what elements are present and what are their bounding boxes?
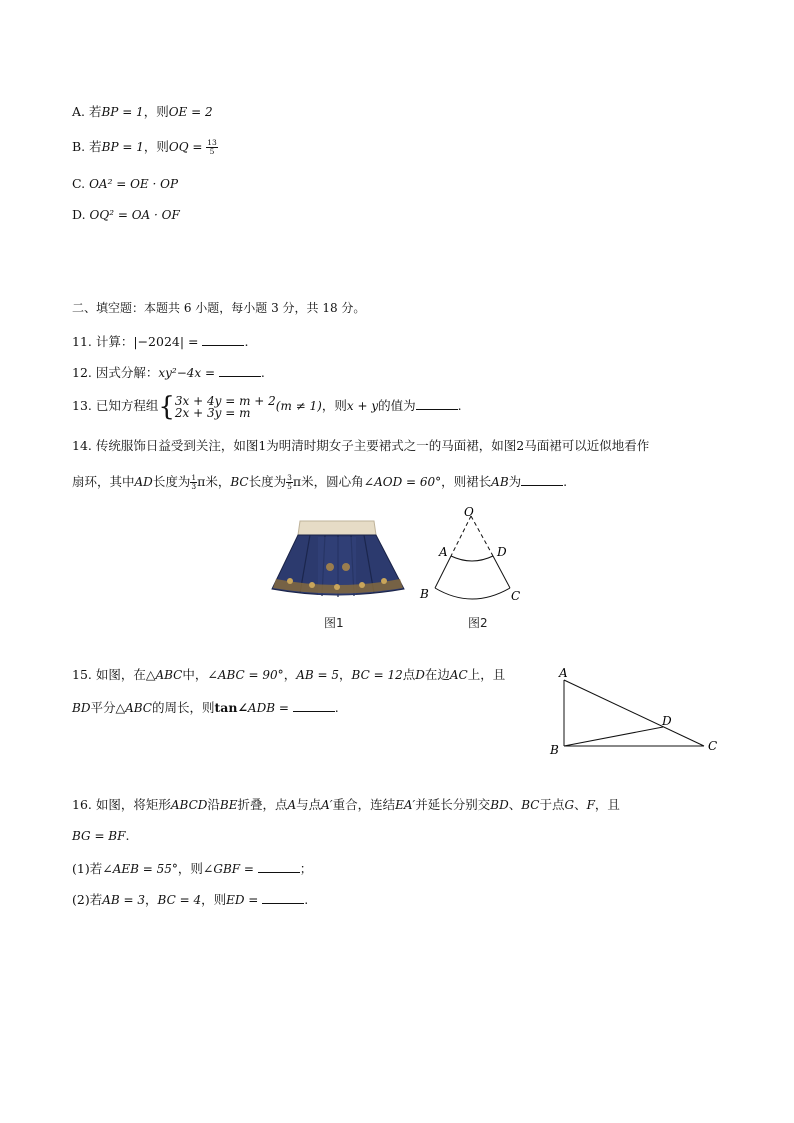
option-d [72,207,180,223]
q16-1b: ABCD [170,798,208,812]
annular-sector-diagram [415,502,535,608]
q13-expr: x + y [346,399,379,413]
q15-1h: BC = 12 [351,668,403,682]
q16-1l: BD [490,798,509,812]
q15-2a: BD [72,701,91,715]
q14-answer-blank[interactable] [521,473,563,486]
q16-1n: BC [521,798,540,812]
option-a-mid: ，则 [143,104,169,119]
q16-1i: 重合，连结 [332,797,396,812]
q16-1a: 16. 如图，将矩形 [72,797,171,812]
q13-brace: { [158,391,175,422]
q16-1k: 并延长分别交 [415,797,491,812]
q15-1a: 15. 如图，在△ [72,667,156,682]
option-b-expr2: OQ = [168,140,207,154]
q16-p2b: AB = 3 [102,893,146,907]
q14-l2k: 为 [508,474,522,489]
q11-answer-blank[interactable] [202,333,244,346]
q16-2: BG = BF [72,829,126,843]
option-b-mid: ，则 [143,139,169,154]
q16-line1 [72,797,620,813]
q13-cond: (m ≠ 1) [275,399,322,413]
q16-line2 [72,828,129,844]
label-a: A [439,545,448,559]
option-c-label: C. [72,176,90,191]
q16-1g: 与点 [296,797,322,812]
option-b [72,139,218,156]
q16-p2f: ED = [226,893,263,907]
q16-p1d: GBF = [213,862,258,876]
question-11 [72,333,248,350]
option-a-expr1: BP = 1 [101,105,144,119]
option-a-expr2: OE = 2 [168,105,213,119]
label-c: C [511,589,521,603]
section-title: 二、填空题：本题共 6 小题，每小题 3 分，共 18 分。 [72,301,366,315]
option-b-fraction [206,139,218,156]
q16-1p: G [564,798,575,812]
option-b-denominator: 5 [209,147,215,156]
q16-1f: A [287,798,297,812]
q15-1j: D [415,668,425,682]
q16-p2c: ， [145,892,158,907]
q14-end: . [563,474,568,489]
q13-mid: ，则 [321,398,347,413]
q16-1m: 、 [508,797,522,812]
question-13 [72,391,462,421]
q14-bc: BC [230,475,249,489]
q16-1s: ，且 [594,797,620,812]
option-b-numerator: 13 [207,138,217,147]
q16-p2a: (2)若 [72,892,103,907]
q16-part2 [72,891,308,908]
label-o: O [464,505,474,519]
q16-p2e: ，则 [201,892,227,907]
q16-part1-answer-blank[interactable] [258,860,300,873]
option-b-label: B. 若 [72,139,102,154]
q15-1g: ， [339,667,352,682]
q14-frac1-den: 3 [191,482,197,491]
q14-frac1-num: 1 [191,473,197,482]
q16-p2end: . [304,892,309,907]
q16-p2d: BC = 4 [157,893,202,907]
q15-1k: 在边 [424,667,450,682]
q16-p1c: ，则∠ [177,861,214,876]
q16-1j: EA′ [395,798,416,812]
label-b: B [420,587,429,601]
q14-ad: AD [134,475,153,489]
q16-p1end: ； [299,861,313,876]
q14-angle: AOD = 60° [374,475,442,489]
option-c [72,176,178,192]
q14-l2c: 长度为 [152,474,191,489]
q14-frac2 [286,474,293,491]
q13-eq2: 2x + 3y = m [174,405,251,420]
q15-answer-blank[interactable] [293,699,335,712]
q14-l2g: π米，圆心角∠ [292,474,375,489]
option-d-expr: OQ² = OA · OF [89,208,180,222]
label-d: D [497,545,507,559]
triangle-diagram [545,663,725,758]
q15-2d: 的周长，则 [151,700,215,715]
q15-2e: tan∠ [214,700,248,715]
q16-1r: F [586,798,595,812]
q14-ab: AB [491,475,509,489]
q16-1c: 沿 [207,797,220,812]
q15-1f: AB = 5 [296,668,340,682]
q15-end: . [334,700,339,715]
q12-expr: xy²−4x = [158,366,219,380]
option-c-expr: OA² = OE · OP [89,177,179,191]
q16-part2-answer-blank[interactable] [262,891,304,904]
q12-end: . [260,365,265,380]
q16-1e: 折叠，点 [237,797,288,812]
tri-label-c: C [708,739,718,753]
q12-answer-blank[interactable] [219,364,261,377]
q15-1i: 点 [402,667,416,682]
q13-system [175,395,276,419]
figure-2-caption: 图2 [468,616,488,630]
q15-1d: ABC = 90° [217,668,284,682]
q14-l2a: 扇环，其中 [72,474,135,489]
q15-1b: ABC [155,668,183,682]
q16-part1 [72,860,312,877]
q15-1m: 上，且 [467,667,506,682]
q14-line1: 14. 传统服饰日益受到关注，如图1为明清时期女子主要裙式之一的马面裙，如图2马面裙可以近似地看作 [72,438,650,453]
q13-answer-blank[interactable] [416,397,458,410]
q13-end: . [457,398,462,413]
option-a-label: A. 若 [72,104,102,119]
q16-1h: A′ [321,798,333,812]
q13-eq1: 3x + 4y = m + 2 [174,393,276,408]
option-a [72,104,213,120]
q16-p1b: AEB = 55° [112,862,178,876]
q14-l2i: ，则裙长 [441,474,492,489]
q15-2c: ABC [125,701,152,715]
q15-1e: ， [283,667,297,682]
q13-prefix: 13. 已知方程组 [72,398,159,413]
option-b-expr1: BP = 1 [101,140,144,154]
q13-suffix: 的值为 [378,398,416,413]
q16-1o: 于点 [539,797,565,812]
q11-text: 11. 计算：|−2024| = [72,334,203,349]
q15-2f: ADB = [247,701,293,715]
question-12 [72,364,265,381]
q14-l2f: 长度为 [248,474,287,489]
q16-2end: . [125,828,130,843]
q15-line1 [72,667,505,683]
tri-label-b: B [550,743,559,757]
q14-l2d: π米， [197,474,231,489]
q12-text: 12. 因式分解： [72,365,159,380]
q16-p1a: (1)若∠ [72,861,113,876]
q15-1l: AC [449,668,468,682]
q15-2b: 平分△ [90,700,126,715]
q16-1d: BE [219,798,238,812]
skirt-image [270,517,406,599]
tri-label-a: A [559,666,568,680]
q15-1c: 中，∠ [182,667,218,682]
q14-frac2-num: 3 [287,473,292,482]
figure-1-caption: 图1 [324,616,344,630]
q16-1q: 、 [574,797,587,812]
q14-line2 [72,473,567,491]
tri-label-d: D [662,714,672,728]
q14-frac2-den: 5 [287,482,292,491]
option-d-label: D. [72,207,90,222]
q11-end: . [244,334,249,349]
q15-line2 [72,699,339,716]
